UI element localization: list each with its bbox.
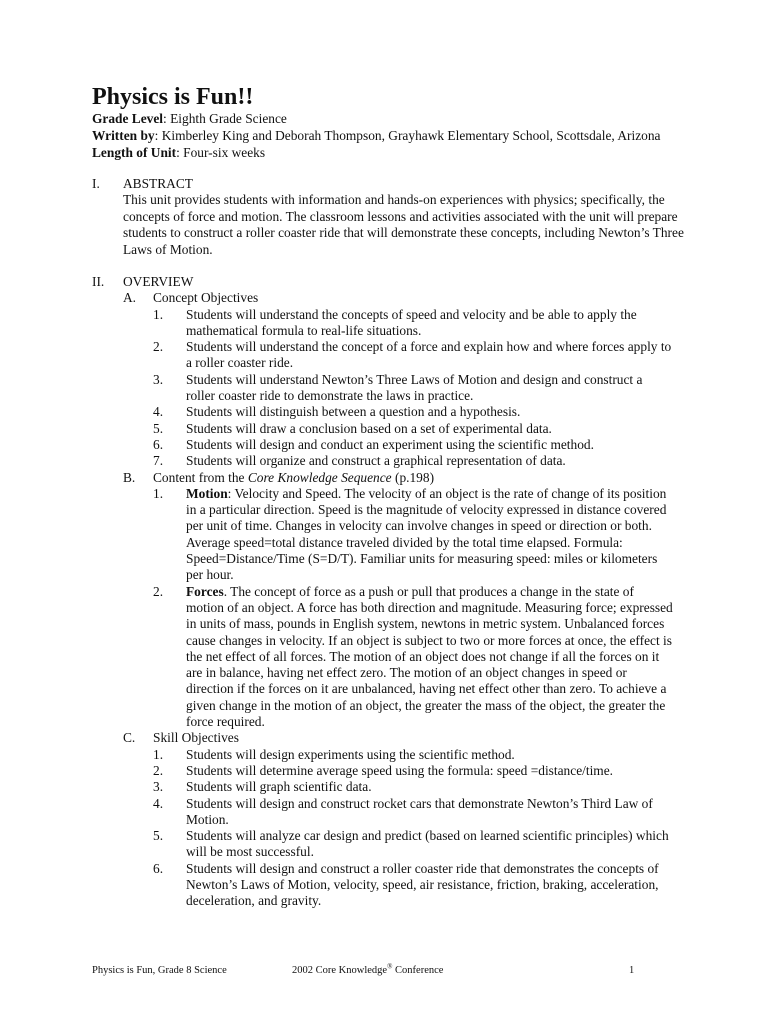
item-term: Forces: [186, 583, 224, 599]
subsection-title-prefix: Content from the: [153, 469, 248, 485]
item-text: Students will determine average speed using the formula: speed =distance/time.: [186, 762, 614, 778]
item-text: Students will design and conduct an experiment using the scientific method.: [186, 436, 594, 452]
list-item: [92, 372, 692, 405]
item-text: Students will understand the concepts of speed and velocity and be able to apply the mathematical formula to real-life situations.: [186, 306, 637, 338]
page-number: 1: [629, 965, 635, 976]
item-description: : Velocity and Speed. The velocity of an object is the rate of change of its position in a particular direction. Speed is the magnitude of velocity expressed in distance covered per unit of time. Changes in velocity can involve changes in speed or direction or both. Average speed=total distance traveled divided by the total time elapsed. Formula: Speed=Distance/Time (S=D/T). Familiar units for measuring speed: miles or kilometers per hour.: [186, 485, 667, 583]
item-text: Students will design and construct rocket cars that demonstrate Newton’s Third Law of Motion.: [186, 795, 653, 827]
list-item: [92, 339, 692, 372]
concept-objectives: [92, 290, 692, 469]
footer-unit-title: Physics is Fun, Grade 8 Science: [92, 965, 227, 976]
grade-level-value: : Eighth Grade Science: [163, 111, 287, 126]
item-number: 6.: [153, 860, 164, 876]
item-number: 4.: [153, 795, 164, 811]
list-item: [92, 404, 692, 420]
written-by-value: : Kimberley King and Deborah Thompson, Grayhawk Elementary School, Scottsdale, Arizona: [154, 128, 661, 143]
footer-conference-suffix: Conference: [392, 965, 444, 976]
length-of-unit-value: : Four-six weeks: [176, 145, 266, 160]
grade-level-row: [92, 110, 661, 127]
item-text: Students will analyze car design and predict (based on learned scientific principles) which will be most successful.: [186, 828, 669, 860]
list-item: [92, 453, 692, 469]
item-text: [186, 486, 674, 584]
core-knowledge-content: [92, 470, 692, 731]
list-item: [92, 486, 692, 584]
abstract-body: [123, 192, 693, 258]
written-by-row: [92, 127, 661, 144]
item-number: 2.: [153, 762, 164, 778]
subsection-title: [153, 470, 692, 486]
item-number: 2.: [153, 583, 164, 599]
item-number: 1.: [153, 306, 164, 322]
unit-metadata: [92, 110, 661, 161]
list-item: [92, 421, 692, 437]
item-text: Students will understand Newton’s Three Laws of Motion and design and construct a roller coaster ride to demonstrate the laws in practice.: [186, 371, 643, 404]
section-heading: ABSTRACT: [123, 176, 193, 191]
list-item: [92, 796, 692, 829]
document-title: Physics is Fun!!: [92, 84, 254, 110]
overview-header: [92, 274, 692, 290]
section-numeral: II.: [92, 274, 105, 289]
footer-conference-prefix: 2002 Core Knowledge: [292, 965, 388, 976]
item-number: 4.: [153, 404, 164, 420]
list-item: [92, 437, 692, 453]
subsection-title-suffix: (p.198): [391, 469, 435, 485]
written-by-label: Written by: [92, 128, 155, 143]
registered-mark: ®: [387, 962, 393, 971]
item-number: 1.: [153, 485, 164, 501]
list-item: [92, 763, 692, 779]
list-item: [92, 861, 692, 910]
abstract-text: This unit provides students with information and hands-on experiences with physics; specifically, the concepts of force and motion. The classroom lessons and activities associated with the unit will prepare students to construct a roller coaster ride that will demonstrate these concepts, including Newton’s Three Laws of Motion.: [123, 192, 684, 257]
subsection-letter: B.: [123, 469, 136, 485]
subsection-letter: C.: [123, 730, 136, 746]
section-numeral: I.: [92, 176, 100, 191]
item-text: Students will design and construct a roller coaster ride that demonstrates the concepts of Newton’s Laws of Motion, velocity, speed, air resistance, friction, braking, acceleration, deceleration, and gravity.: [186, 860, 659, 909]
subsection-title: Skill Objectives: [153, 730, 239, 746]
section-heading: OVERVIEW: [123, 274, 194, 289]
list-item: [92, 779, 692, 795]
item-number: 5.: [153, 420, 164, 436]
overview-section: [92, 274, 692, 910]
item-description: . The concept of force as a push or pull that produces a change in the state of motion of an object. A force has both direction and magnitude. Measuring force; expressed in units of mass, pounds in English system, newtons in metric system. Unbalanced forces cause changes in velocity. If an object is subject to two or more forces at once, the effect is the net effect of all forces. The motion of an object does not change if all the forces on it are in balance, having net effect zero. The motion of an object changes in speed or direction if the forces on it are unbalanced, having net effect other than zero. To achieve a given change in the motion of an object, the greater the mass of the object, the greater the force required.: [186, 583, 673, 730]
item-text: Students will draw a conclusion based on a set of experimental data.: [186, 420, 552, 436]
list-item: [92, 747, 692, 763]
skill-objectives: [92, 730, 692, 909]
list-item: [92, 828, 692, 861]
item-number: 7.: [153, 453, 164, 469]
item-text: Students will graph scientific data.: [186, 779, 372, 795]
item-text: Students will organize and construct a graphical representation of data.: [186, 453, 566, 469]
item-number: 6.: [153, 436, 164, 452]
subsection-title: Concept Objectives: [153, 290, 259, 306]
item-text: Students will understand the concept of a force and explain how and where forces apply to a roller coaster ride.: [186, 339, 672, 371]
item-number: 1.: [153, 746, 164, 762]
list-item: [92, 307, 692, 340]
subsection-letter: A.: [123, 290, 137, 306]
item-number: 2.: [153, 339, 164, 355]
sequence-title: Core Knowledge Sequence: [247, 469, 392, 485]
list-item: [92, 584, 692, 731]
length-of-unit-row: [92, 144, 661, 161]
length-of-unit-label: Length of Unit: [92, 145, 177, 160]
item-text: [186, 584, 674, 731]
page-footer: [92, 964, 642, 978]
footer-conference: [292, 964, 443, 978]
item-number: 5.: [153, 828, 164, 844]
item-number: 3.: [153, 371, 164, 387]
grade-level-label: Grade Level: [92, 111, 164, 126]
item-text: Students will design experiments using the scientific method.: [186, 746, 515, 762]
item-term: Motion: [186, 485, 228, 501]
item-number: 3.: [153, 779, 164, 795]
item-text: Students will distinguish between a question and a hypothesis.: [186, 404, 521, 420]
